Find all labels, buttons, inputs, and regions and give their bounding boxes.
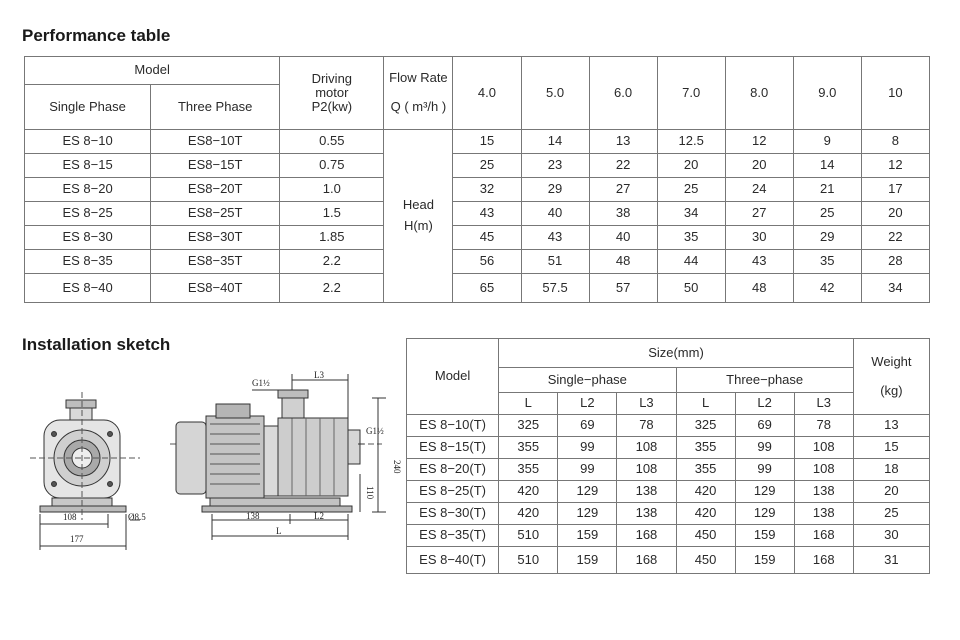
head-value: 32 [453,178,521,202]
model-header: Model [25,57,280,85]
dim-l3: L3 [314,370,324,380]
size-value: 168 [617,547,676,574]
motor-power: 0.55 [280,130,384,154]
flow-rate-header [384,57,453,130]
head-value: 29 [521,178,589,202]
head-value: 17 [861,178,929,202]
motor-power: 1.5 [280,202,384,226]
flow-value: 6.0 [589,57,657,130]
size-value: 108 [794,459,853,481]
table-row [25,274,930,303]
sub-header: L2 [735,393,794,415]
head-value: 24 [725,178,793,202]
size-value: 450 [676,525,735,547]
head-value: 22 [589,154,657,178]
size-value: 355 [499,459,558,481]
head-value: 43 [725,250,793,274]
driving-motor-line2: motor [315,84,349,100]
motor-power: 2.2 [280,250,384,274]
sub-header: L3 [794,393,853,415]
size-value: 510 [499,547,558,574]
flow-value: 9.0 [793,57,861,130]
head-value: 57 [589,274,657,303]
flow-rate-unit: Q ( m³/h ) [390,99,447,115]
head-value: 48 [725,274,793,303]
driving-motor-unit: P2(kw) [311,99,353,115]
size-value: 355 [676,437,735,459]
single-phase-model: ES 8−20 [25,178,151,202]
head-value: 34 [657,202,725,226]
model-cell: ES 8−40(T) [407,547,499,574]
size-value: 159 [735,525,794,547]
size-value: 129 [735,503,794,525]
table-row [25,226,930,250]
dim-177: 177 [70,534,84,544]
three-phase-header: Three Phase [151,85,280,130]
installation-size-table [406,338,930,574]
head-value: 14 [521,130,589,154]
weight-value: 13 [853,415,929,437]
model-cell: ES 8−30(T) [407,503,499,525]
table-row [407,547,930,574]
dim-hole-8-5: Ø8.5 [128,512,146,522]
size-value: 325 [499,415,558,437]
head-value: 44 [657,250,725,274]
head-label-text: Head [402,197,434,213]
dim-l: L [276,526,282,536]
flow-value: 8.0 [725,57,793,130]
installation-sketch-title: Installation sketch [22,335,171,354]
head-value: 20 [657,154,725,178]
size-value: 108 [794,437,853,459]
weight-value: 20 [853,481,929,503]
size-value: 99 [558,437,617,459]
single-phase-model: ES 8−25 [25,202,151,226]
size-value: 325 [676,415,735,437]
head-value: 43 [521,226,589,250]
head-value: 23 [521,154,589,178]
pump-side-view [170,374,386,540]
head-value: 35 [657,226,725,250]
size-value: 159 [558,547,617,574]
head-value: 14 [793,154,861,178]
head-value: 48 [589,250,657,274]
head-value: 8 [861,130,929,154]
size-value: 138 [794,503,853,525]
size-value: 129 [558,481,617,503]
head-value: 9 [793,130,861,154]
head-value: 29 [793,226,861,250]
size-value: 450 [676,547,735,574]
flow-value: 4.0 [453,57,521,130]
size-value: 420 [676,503,735,525]
model-header: Model [407,339,499,415]
head-value: 34 [861,274,929,303]
table-row [407,503,930,525]
motor-power: 1.0 [280,178,384,202]
size-value: 69 [735,415,794,437]
weight-label: Weight [871,354,912,370]
weight-value: 15 [853,437,929,459]
table-row [25,178,930,202]
head-value: 12 [861,154,929,178]
table-row [25,154,930,178]
table-row [25,202,930,226]
table-row [25,130,930,154]
size-value: 138 [617,481,676,503]
performance-table-title: Performance table [22,26,171,45]
motor-power: 1.85 [280,226,384,250]
size-value: 129 [558,503,617,525]
size-value: 99 [735,437,794,459]
size-value: 168 [617,525,676,547]
head-value: 15 [453,130,521,154]
head-value: 35 [793,250,861,274]
dim-110: 110 [365,486,375,500]
head-value: 12.5 [657,130,725,154]
three-phase-model: ES8−10T [151,130,280,154]
sub-header: L3 [617,393,676,415]
weight-unit: (kg) [880,382,903,398]
head-value: 22 [861,226,929,250]
three-phase-model: ES8−35T [151,250,280,274]
head-value: 12 [725,130,793,154]
dim-138: 138 [246,511,260,521]
size-value: 420 [676,481,735,503]
head-value: 57.5 [521,274,589,303]
head-value: 28 [861,250,929,274]
table-row [407,415,930,437]
head-value: 30 [725,226,793,250]
size-value: 138 [794,481,853,503]
pump-front-view [30,392,140,550]
size-value: 168 [794,525,853,547]
size-value: 99 [558,459,617,481]
head-value: 40 [521,202,589,226]
head-value: 42 [793,274,861,303]
head-value: 25 [453,154,521,178]
size-value: 420 [499,503,558,525]
table-row [407,437,930,459]
head-value: 20 [861,202,929,226]
weight-value: 25 [853,503,929,525]
single-phase-header: Single Phase [25,85,151,130]
size-value: 355 [499,437,558,459]
size-value: 78 [794,415,853,437]
table-row [25,250,930,274]
model-cell: ES 8−10(T) [407,415,499,437]
dim-240: 240 [392,460,402,474]
size-value: 159 [735,547,794,574]
performance-table [24,56,930,303]
head-value: 38 [589,202,657,226]
single-phase-model: ES 8−30 [25,226,151,250]
head-value: 13 [589,130,657,154]
three-phase-model: ES8−30T [151,226,280,250]
size-value: 138 [617,503,676,525]
motor-power: 2.2 [280,274,384,303]
head-value: 40 [589,226,657,250]
table-row [407,525,930,547]
sub-header: L [499,393,558,415]
single-phase-model: ES 8−10 [25,130,151,154]
flow-value: 10 [861,57,929,130]
size-value: 420 [499,481,558,503]
head-value: 27 [589,178,657,202]
head-value: 21 [793,178,861,202]
size-value: 69 [558,415,617,437]
weight-value: 31 [853,547,929,574]
head-label-unit: H(m) [403,218,433,233]
driving-motor-line1: Driving [311,70,353,86]
sub-header: L [676,393,735,415]
weight-value: 18 [853,459,929,481]
single-phase-model: ES 8−15 [25,154,151,178]
head-value: 27 [725,202,793,226]
head-value: 51 [521,250,589,274]
single-phase-model: ES 8−35 [25,250,151,274]
single-phase-header: Single−phase [499,368,676,393]
model-cell: ES 8−25(T) [407,481,499,503]
three-phase-model: ES8−25T [151,202,280,226]
head-value: 25 [657,178,725,202]
size-value: 108 [617,459,676,481]
size-value: 168 [794,547,853,574]
size-value: 129 [735,481,794,503]
flow-value: 5.0 [521,57,589,130]
head-value: 20 [725,154,793,178]
size-header: Size(mm) [499,339,854,368]
three-phase-header: Three−phase [676,368,853,393]
driving-motor-header [280,57,384,130]
table-row [407,481,930,503]
size-value: 355 [676,459,735,481]
head-value: 65 [453,274,521,303]
single-phase-model: ES 8−40 [25,274,151,303]
head-value: 43 [453,202,521,226]
head-label [384,130,453,303]
model-cell: ES 8−15(T) [407,437,499,459]
flow-value: 7.0 [657,57,725,130]
inlet-thread-top: G1½ [252,378,270,388]
head-value: 45 [453,226,521,250]
table-row [407,459,930,481]
three-phase-model: ES8−40T [151,274,280,303]
head-value: 25 [793,202,861,226]
pump-installation-drawing [30,368,402,552]
head-value: 50 [657,274,725,303]
flow-rate-label: Flow Rate [389,69,448,85]
head-value: 56 [453,250,521,274]
weight-value: 30 [853,525,929,547]
motor-power: 0.75 [280,154,384,178]
dim-108: 108 [63,512,77,522]
size-value: 510 [499,525,558,547]
size-value: 108 [617,437,676,459]
model-cell: ES 8−35(T) [407,525,499,547]
weight-header [853,339,929,415]
size-value: 159 [558,525,617,547]
dim-l2: L2 [314,511,324,521]
three-phase-model: ES8−20T [151,178,280,202]
size-value: 78 [617,415,676,437]
outlet-thread-side: G1½ [366,426,384,436]
sub-header: L2 [558,393,617,415]
size-value: 99 [735,459,794,481]
model-cell: ES 8−20(T) [407,459,499,481]
three-phase-model: ES8−15T [151,154,280,178]
